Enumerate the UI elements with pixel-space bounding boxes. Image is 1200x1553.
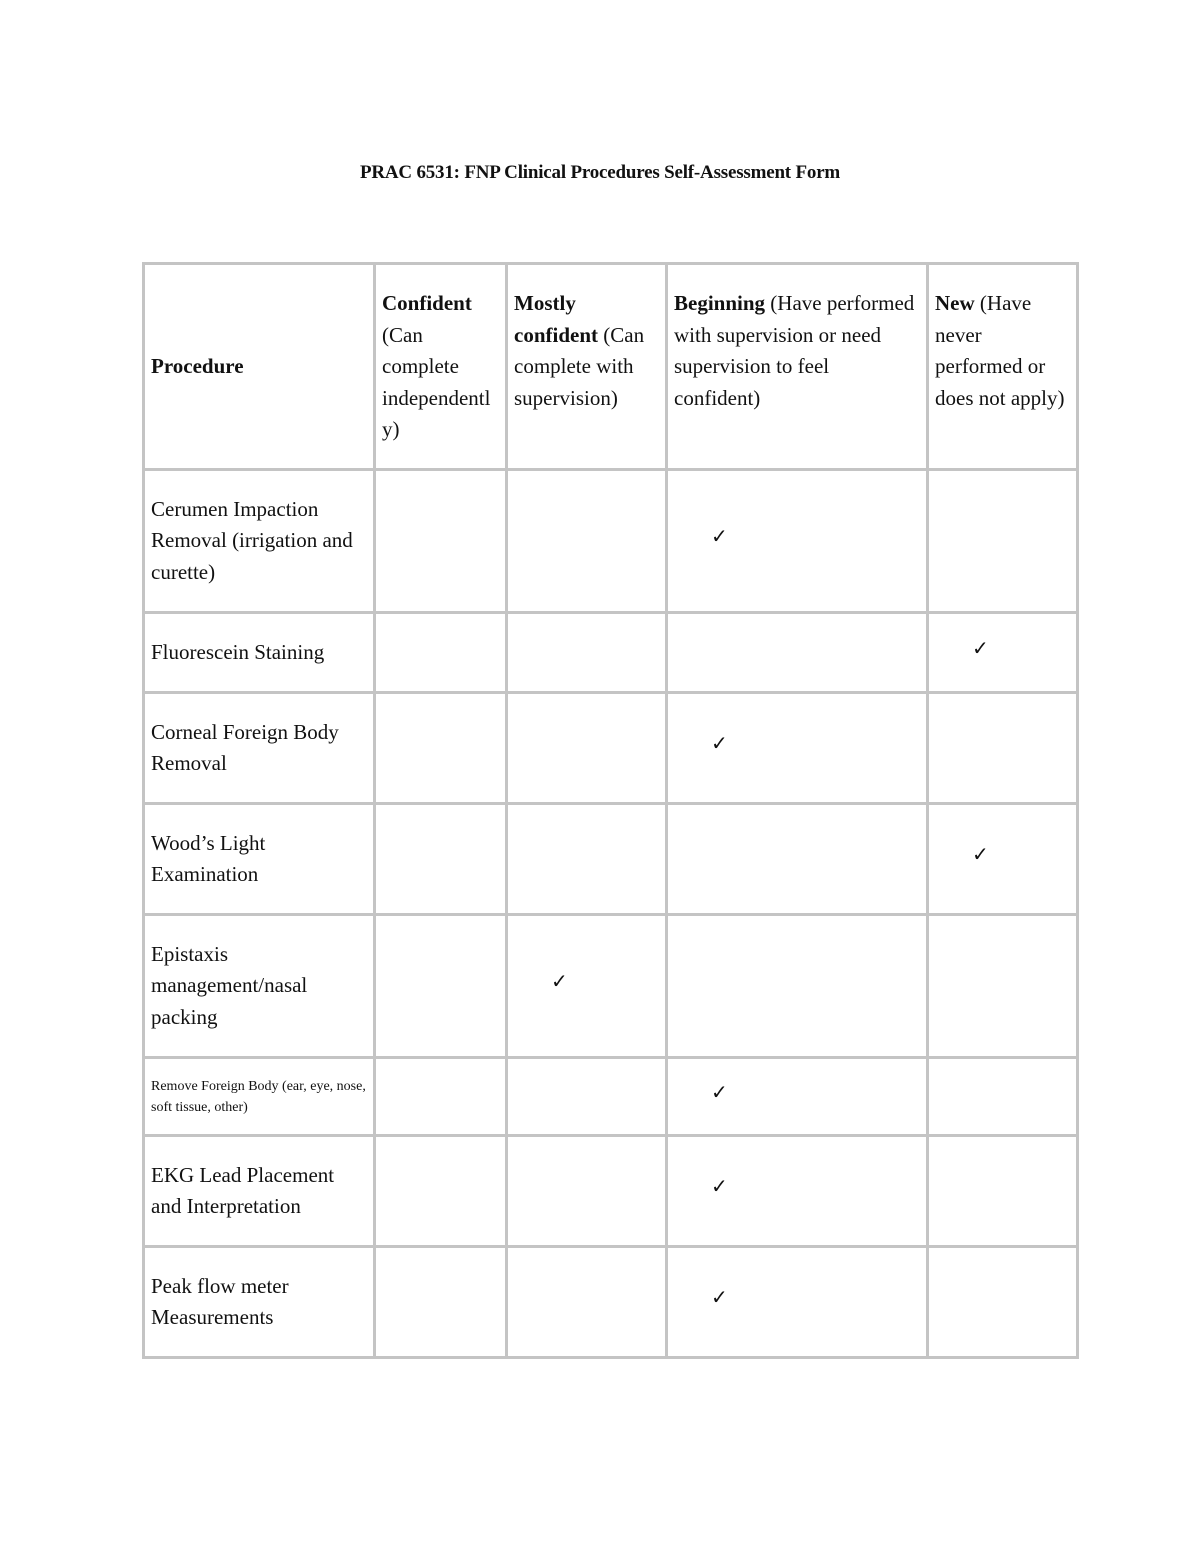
header-procedure <box>144 264 375 470</box>
check-mark-icon: ✓ <box>711 731 728 756</box>
new-cell <box>928 1136 1078 1247</box>
mostly-confident-cell <box>507 693 667 804</box>
confident-cell <box>375 1136 507 1247</box>
confident-cell <box>375 915 507 1058</box>
check-mark-icon: ✓ <box>711 1174 728 1199</box>
check-mark-icon: ✓ <box>711 1079 728 1104</box>
header-new-label: New <box>935 291 975 315</box>
mostly-confident-cell <box>507 1136 667 1247</box>
mostly-confident-cell <box>507 1058 667 1136</box>
beginning-cell <box>667 1247 928 1358</box>
confident-cell <box>375 804 507 915</box>
header-beginning <box>667 264 928 470</box>
table-row <box>144 1058 1078 1136</box>
confident-cell <box>375 613 507 693</box>
beginning-cell <box>667 693 928 804</box>
beginning-cell <box>667 1058 928 1136</box>
mostly-confident-cell <box>507 613 667 693</box>
procedure-cell: Fluorescein Staining <box>144 613 375 693</box>
mostly-confident-cell <box>507 1247 667 1358</box>
new-cell <box>928 804 1078 915</box>
check-mark-icon: ✓ <box>711 1285 728 1310</box>
check-mark-icon: ✓ <box>972 842 989 867</box>
beginning-cell <box>667 613 928 693</box>
confident-cell <box>375 1058 507 1136</box>
self-assessment-table <box>142 262 1079 1359</box>
procedure-cell: Wood’s Light Examination <box>144 804 375 915</box>
beginning-cell <box>667 915 928 1058</box>
procedure-cell: Remove Foreign Body (ear, eye, nose, soft tissue, other) <box>144 1058 375 1136</box>
procedure-cell: Peak flow meter Measurements <box>144 1247 375 1358</box>
header-new <box>928 264 1078 470</box>
procedure-cell: EKG Lead Placement and Interpretation <box>144 1136 375 1247</box>
header-mostly-confident <box>507 264 667 470</box>
header-mostly-confident-description: (Can complete with supervision) <box>514 322 645 410</box>
header-beginning-label: Beginning <box>674 291 766 315</box>
mostly-confident-cell <box>507 915 667 1058</box>
confident-cell <box>375 470 507 613</box>
table-row <box>144 470 1078 613</box>
table-row <box>144 693 1078 804</box>
beginning-cell <box>667 804 928 915</box>
header-confident <box>375 264 507 470</box>
header-procedure-label: Procedure <box>151 353 244 378</box>
table-header-row <box>144 264 1078 470</box>
procedure-cell: Cerumen Impaction Removal (irrigation and curette) <box>144 470 375 613</box>
check-mark-icon: ✓ <box>711 524 728 549</box>
header-mostly-confident-label: Mostly confident <box>514 291 598 347</box>
table-row <box>144 804 1078 915</box>
header-beginning-description: (Have performed with supervision or need supervision to feel confident) <box>674 291 915 410</box>
new-cell <box>928 613 1078 693</box>
table-row <box>144 1247 1078 1358</box>
mostly-confident-cell <box>507 804 667 915</box>
beginning-cell <box>667 470 928 613</box>
header-confident-description: (Can complete independently) <box>382 322 491 441</box>
table-row <box>144 915 1078 1058</box>
new-cell <box>928 1058 1078 1136</box>
header-new-description: (Have never performed or does not apply) <box>935 291 1065 410</box>
new-cell <box>928 693 1078 804</box>
check-mark-icon: ✓ <box>551 969 568 994</box>
procedure-cell: Corneal Foreign Body Removal <box>144 693 375 804</box>
new-cell <box>928 915 1078 1058</box>
beginning-cell <box>667 1136 928 1247</box>
confident-cell <box>375 1247 507 1358</box>
page-title: PRAC 6531: FNP Clinical Procedures Self-Assessment Form <box>359 162 841 183</box>
header-confident-label: Confident <box>382 291 472 315</box>
confident-cell <box>375 693 507 804</box>
new-cell <box>928 1247 1078 1358</box>
check-mark-icon: ✓ <box>972 635 989 660</box>
table-row <box>144 613 1078 693</box>
table-row <box>144 1136 1078 1247</box>
new-cell <box>928 470 1078 613</box>
mostly-confident-cell <box>507 470 667 613</box>
procedure-cell: Epistaxis management/nasal packing <box>144 915 375 1058</box>
